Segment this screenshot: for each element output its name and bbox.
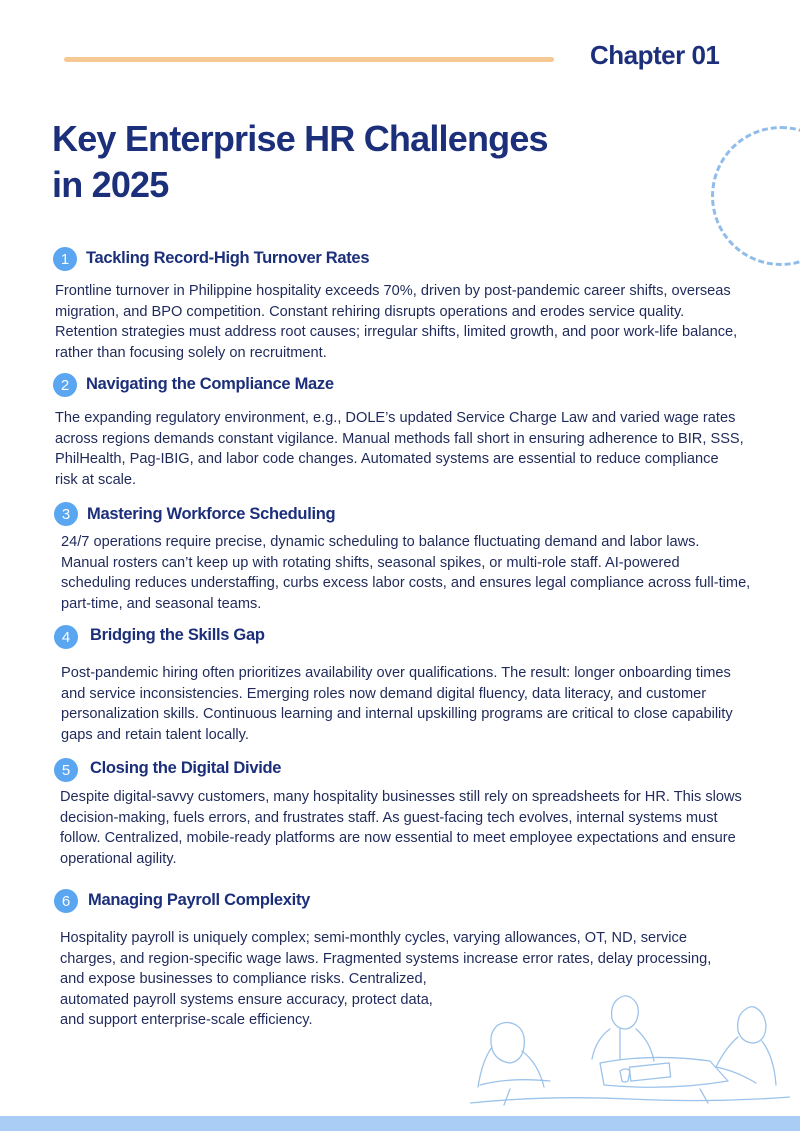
decorative-dashed-circle — [711, 126, 800, 266]
footer-bar — [0, 1116, 800, 1131]
number-badge: 5 — [54, 758, 78, 782]
section-heading: Tackling Record-High Turnover Rates — [86, 249, 370, 267]
chapter-label: Chapter 01 — [590, 40, 720, 70]
number-badge: 1 — [53, 247, 77, 271]
section-heading: Closing the Digital Divide — [90, 759, 282, 777]
body-line: charges, and region-specific wage laws. Fragmented systems increase error rates, delay processing, — [60, 950, 712, 967]
number-badge: 2 — [53, 373, 77, 397]
body-line: and expose businesses to compliance risks. Centralized, — [60, 971, 427, 987]
number-badge: 4 — [54, 625, 78, 649]
section-heading: Managing Payroll Complexity — [88, 891, 311, 909]
section-heading: Mastering Workforce Scheduling — [87, 505, 336, 523]
section-body: The expanding regulatory environment, e.g., DOLE’s updated Service Charge Law and varied wage rates across regions demands constant vigilance. Manual methods fall short in ensuring adherence to BIR, SSS, PhilHealth, Pag-IBIG, and labor code changes. Automated systems are essential to reduce compliance risk at scale. — [55, 410, 744, 488]
header-rule — [64, 57, 554, 62]
section-body: 24/7 operations require precise, dynamic scheduling to balance fluctuating demand and labor laws. Manual rosters can’t keep up with rotating shifts, seasonal spikes, or multi-role staff. AI-powered scheduling reduces understaffing, curbs excess labor costs, and ensures legal compliance across full-time, part-time, and seasonal teams. — [61, 534, 751, 612]
team-meeting-illustration — [470, 985, 790, 1116]
section-heading: Bridging the Skills Gap — [90, 626, 265, 644]
body-line: Hospitality payroll is uniquely complex; semi-monthly cycles, varying allowances, OT, ND, service — [60, 930, 687, 946]
title-line-2: in 2025 — [52, 164, 169, 205]
section-body: Despite digital-savvy customers, many hospitality businesses still rely on spreadsheets for HR. This slows decision-making, fuels errors, and frustrates staff. As guest-facing tech evolves, internal systems must follow. Centralized, mobile-ready platforms are now essential to meet employee expectations and ensure operational agility. — [60, 789, 742, 867]
number-badge: 6 — [54, 889, 78, 913]
section-body: Post-pandemic hiring often prioritizes availability over qualifications. The result: longer onboarding times and service inconsistencies. Emerging roles now demand digital fluency, data literacy, and customer personalization skills. Continuous learning and internal upskilling programs are critical to close capability gaps and retain talent locally. — [61, 665, 733, 743]
body-line: and support enterprise-scale efficiency. — [60, 1012, 313, 1028]
title-line-1: Key Enterprise HR Challenges — [52, 118, 548, 159]
number-badge: 3 — [54, 502, 78, 526]
body-line: automated payroll systems ensure accuracy, protect data, — [60, 991, 433, 1008]
page-title — [52, 116, 652, 208]
section-body: Frontline turnover in Philippine hospitality exceeds 70%, driven by post-pandemic career shifts, overseas migration, and BPO competition. Constant rehiring disrupts operations and erodes service quality. Retention strategies must address root causes; irregular shifts, limited growth, and poor work-life balance, rather than focusing solely on recruitment. — [55, 283, 738, 361]
section-heading: Navigating the Compliance Maze — [86, 375, 334, 393]
